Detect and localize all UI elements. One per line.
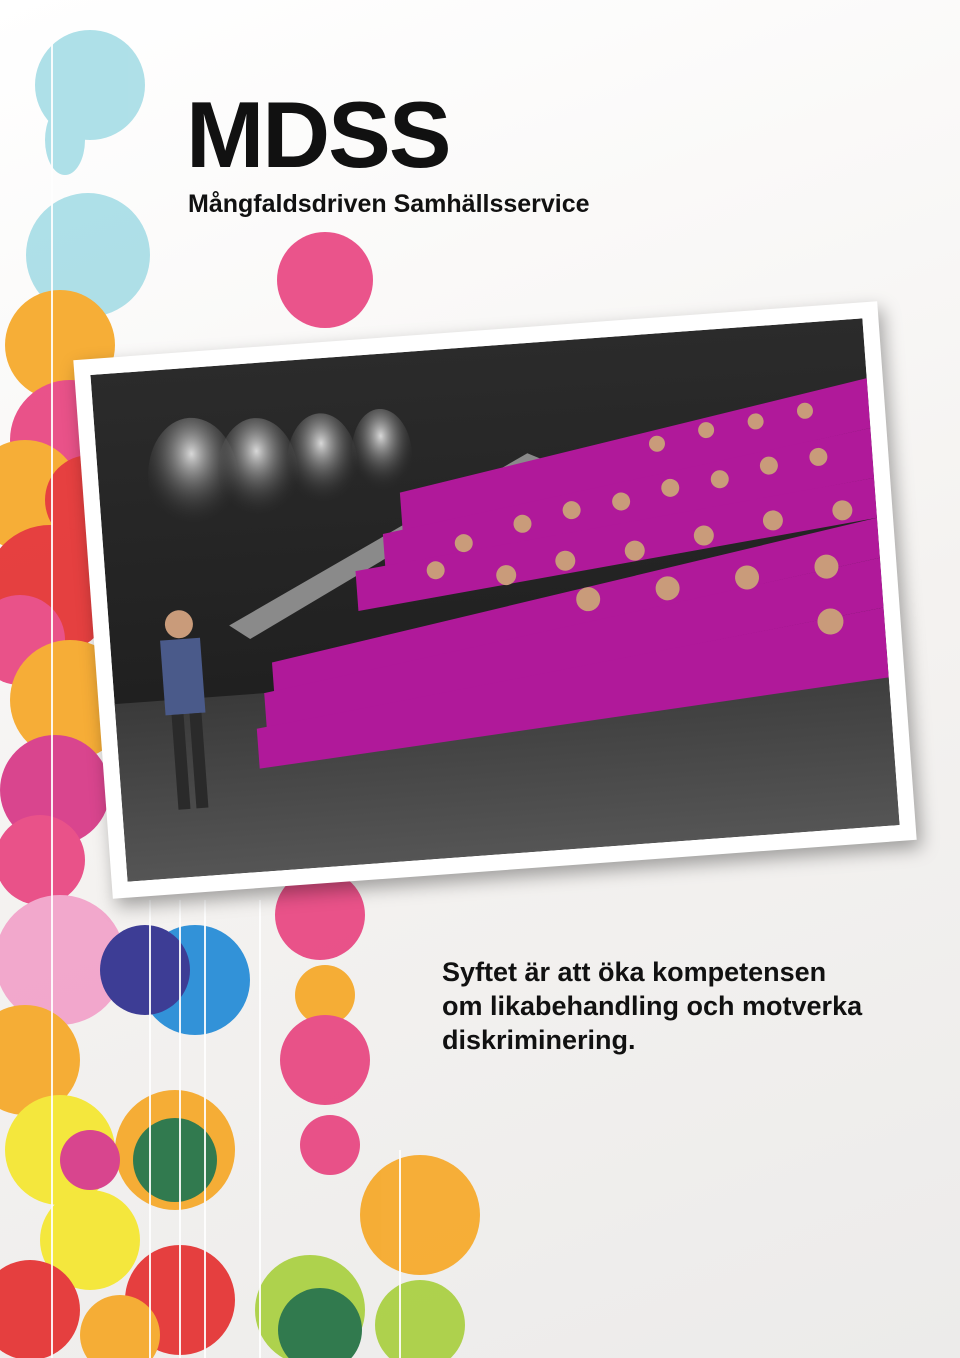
tagline-line-1: Syftet är att öka kompetensen [442,957,827,987]
lecture-hall-photo [90,318,899,881]
document-subtitle: Mångfaldsdriven Samhällsservice [188,190,590,218]
tagline-line-3: diskriminering. [442,1025,636,1055]
document-title: MDSS [186,82,450,187]
tagline [442,955,942,1057]
photo-frame [73,301,916,899]
tagline-line-2: om likabehandling och motverka [442,991,863,1021]
